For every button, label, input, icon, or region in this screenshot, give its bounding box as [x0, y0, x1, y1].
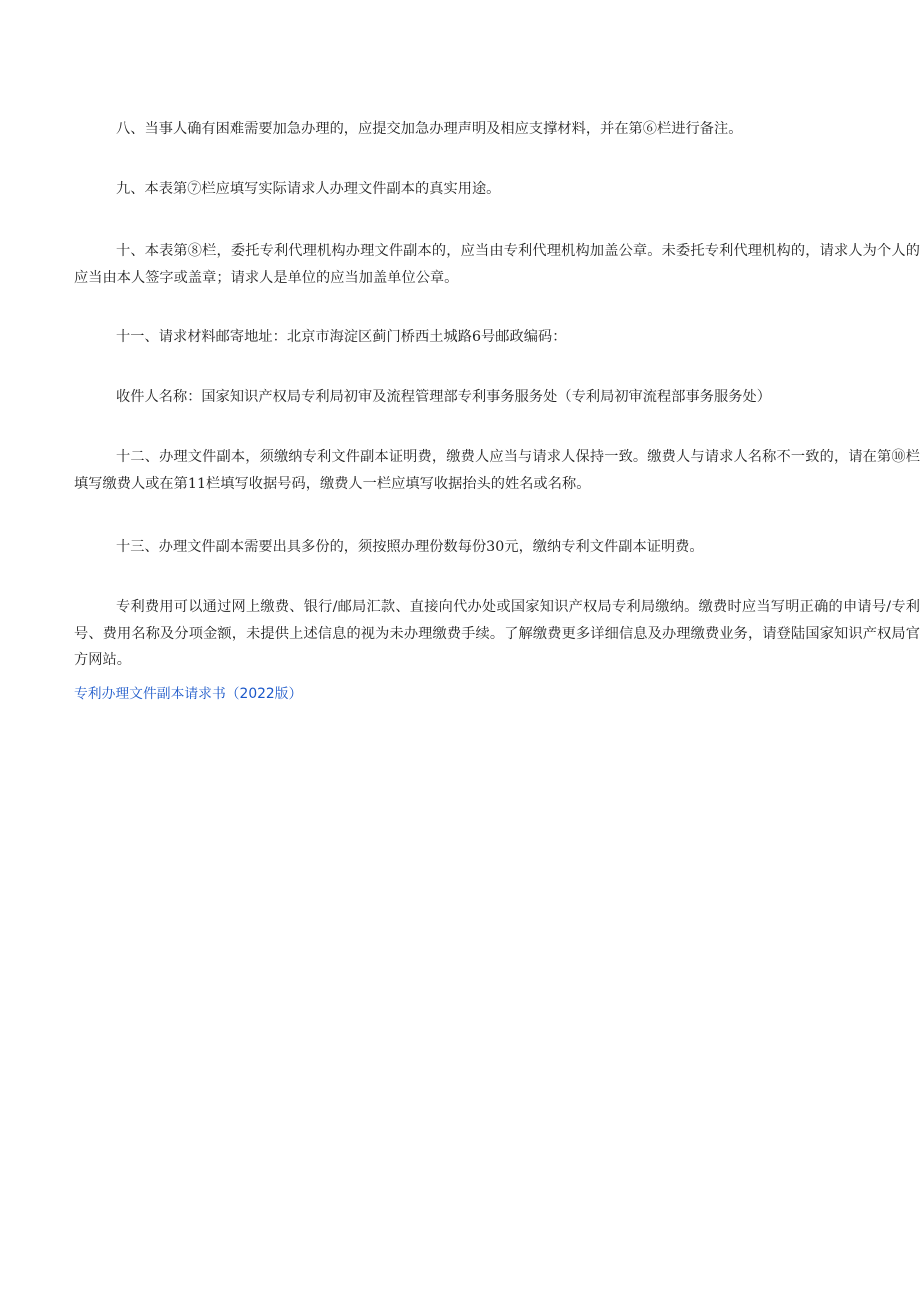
- paragraph-item-8: 八、当事人确有困难需要加急办理的，应提交加急办理声明及相应支撑材料，并在第⑥栏进行备注。: [116, 121, 743, 137]
- paragraph-item-13: 十三、办理文件副本需要出具多份的，须按照办理份数每份30元，缴纳专利文件副本证明费。: [116, 539, 704, 555]
- paragraph-item-12: 十二、办理文件副本，须缴纳专利文件副本证明费，缴费人应当与请求人保持一致。缴费人与请求人名称不一致的，请在第⑩栏填写缴费人或在第11栏填写收据号码，缴费人一栏应填写收据抬头的姓名或名称。: [74, 449, 920, 492]
- document-title-link[interactable]: 专利办理文件副本请求书（2022版）: [74, 686, 303, 702]
- paragraph-item-11-mailing-address: 十一、请求材料邮寄地址：北京市海淀区蓟门桥西土城路6号邮政编码：: [116, 329, 567, 345]
- paragraph-payment-methods: 专利费用可以通过网上缴费、银行/邮局汇款、直接向代办处或国家知识产权局专利局缴纳。缴费时应当写明正确的申请号/专利号、费用名称及分项金额，未提供上述信息的视为未办理缴费手续。了解缴费更多详细信息及办理缴费业务，请登陆国家知识产权局官方网站。: [74, 599, 920, 668]
- paragraph-item-10: 十、本表第⑧栏，委托专利代理机构办理文件副本的，应当由专利代理机构加盖公章。未委托专利代理机构的，请求人为个人的应当由本人签字或盖章；请求人是单位的应当加盖单位公章。: [74, 243, 920, 286]
- paragraph-recipient-name: 收件人名称：国家知识产权局专利局初审及流程管理部专利事务服务处（专利局初审流程部事务服务处）: [116, 389, 771, 405]
- paragraph-item-9: 九、本表第⑦栏应填写实际请求人办理文件副本的真实用途。: [116, 181, 501, 197]
